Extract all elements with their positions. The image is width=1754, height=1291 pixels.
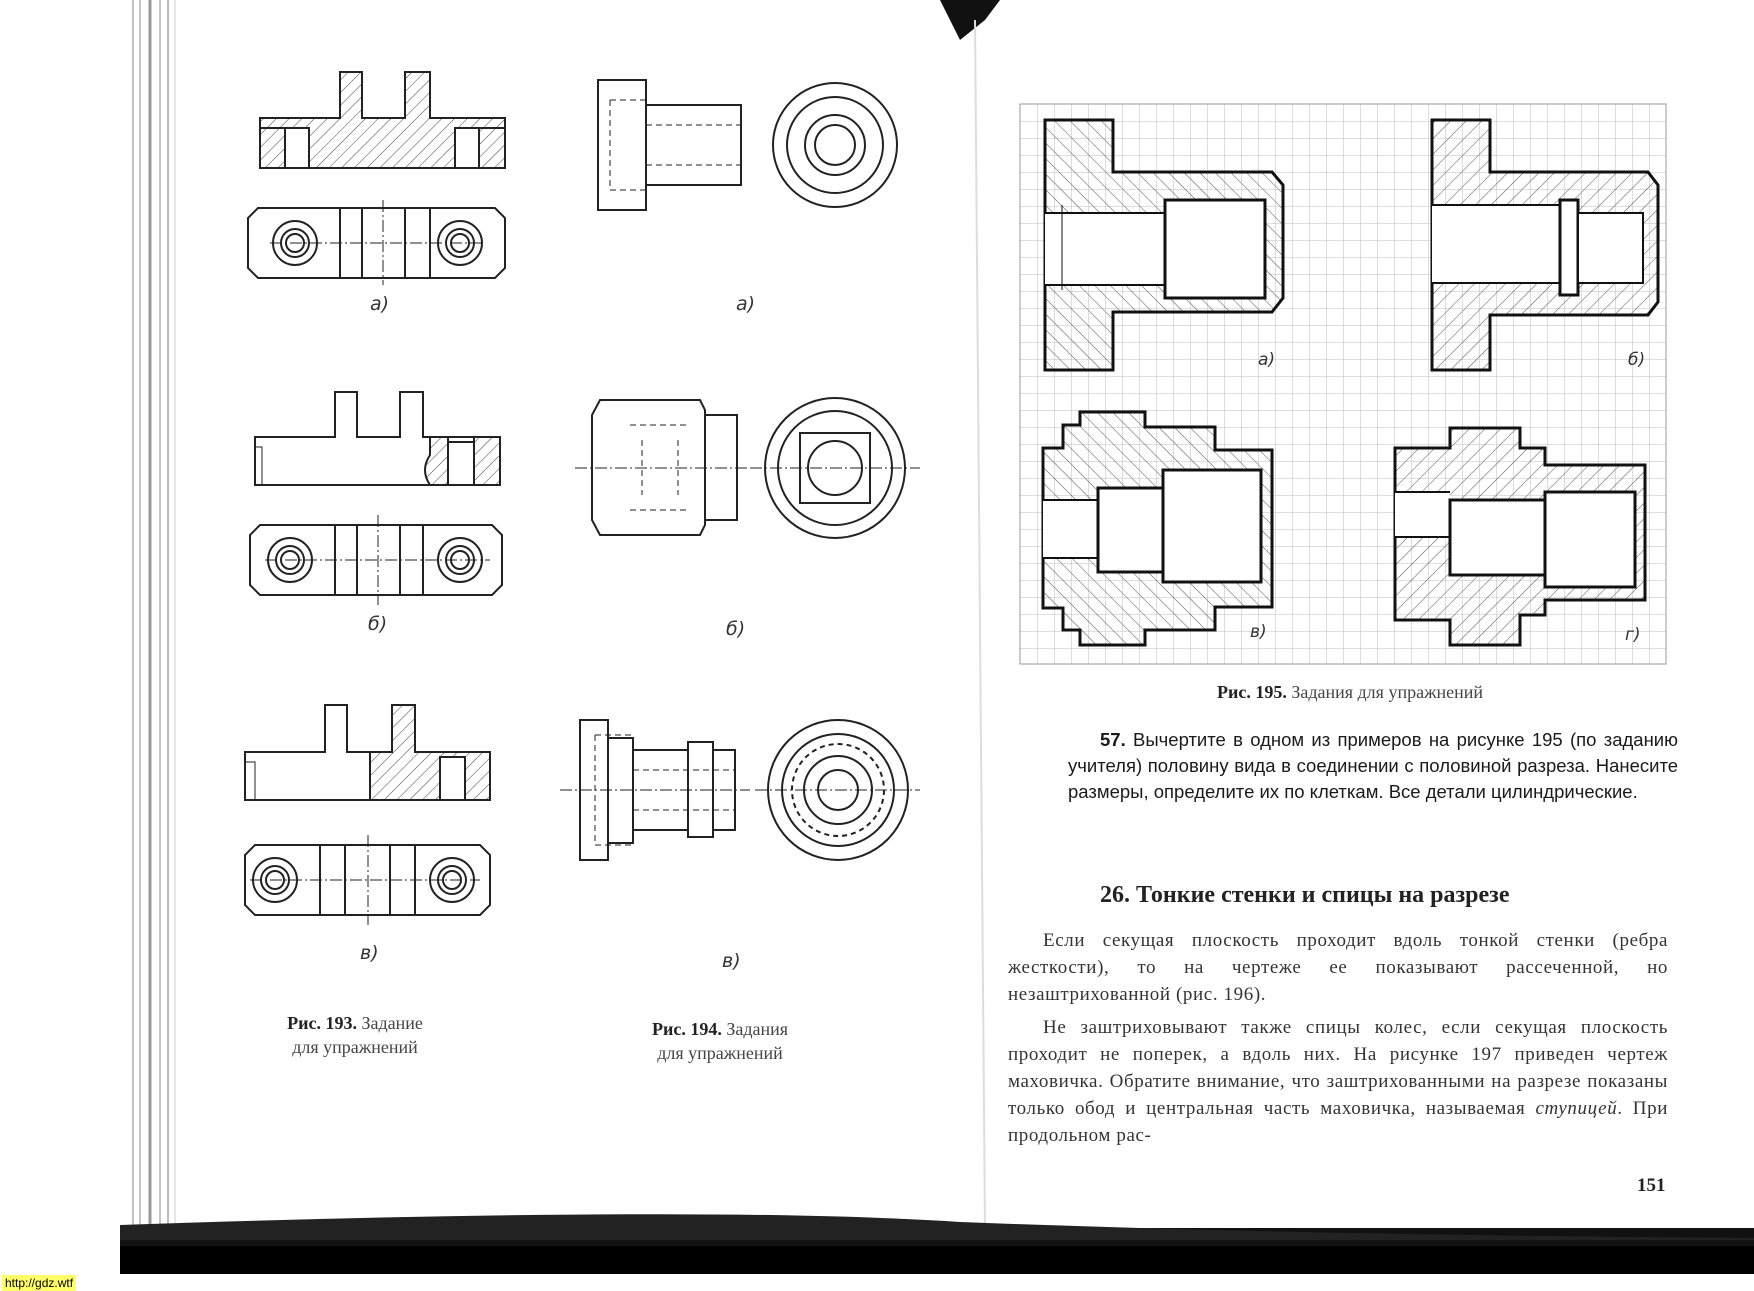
fig193-caption-num: Рис. 193. bbox=[287, 1013, 357, 1033]
fig195-caption bbox=[1150, 680, 1550, 704]
fig193-b bbox=[250, 392, 502, 605]
paragraph-1 bbox=[1008, 927, 1668, 1008]
paragraph-2 bbox=[1008, 1014, 1668, 1149]
fig194-c-label: в) bbox=[722, 950, 741, 972]
fig194-caption-line2: для упражнений bbox=[657, 1043, 783, 1063]
book-binding bbox=[133, 0, 175, 1230]
fig194-caption-text: Задания bbox=[726, 1019, 789, 1039]
fig193-a-label: а) bbox=[370, 293, 390, 315]
fig195-d-label: г) bbox=[1625, 625, 1641, 645]
fig194-b bbox=[575, 398, 920, 538]
paragraph-2-text-a: Не заштриховывают также спицы колес, если секущая плоскость проходит не поперек, а вдоль них. На рисунке 197 приведен чертеж маховичка. Обратите внимание, что заштрихованными на разрезе показаны только обод и центральная часть маховичка, называемая bbox=[1008, 1017, 1668, 1119]
fig195-caption-text: Задания для упражнений bbox=[1291, 682, 1484, 702]
fig193-caption-line2: для упражнений bbox=[292, 1037, 418, 1057]
fig195-caption-num: Рис. 195. bbox=[1216, 682, 1287, 702]
fig194-a-label: а) bbox=[736, 293, 756, 315]
fig193-b-label: б) bbox=[368, 613, 388, 635]
fig194-caption bbox=[620, 1017, 820, 1065]
paragraph-1-text: Если секущая плоскость проходит вдоль тонкой стенки (ребра жесткости), то на чертеже ее показывают рассеченной, но незаштрихованной (рис. 196). bbox=[1008, 930, 1668, 1005]
task-text: Вычертите в одном из примеров на рисунке 195 (по заданию учителя) половину вида в соединении с половиной разреза. Нанесите размеры, определите их по клеткам. Все детали цилиндрические. bbox=[1068, 729, 1679, 802]
paragraph-2-text-b: . При продольном рас- bbox=[1008, 1098, 1668, 1146]
watermark-link[interactable]: http://gdz.wtf bbox=[2, 1275, 76, 1291]
fig193-caption-text: Задание bbox=[361, 1013, 423, 1033]
fig194-a bbox=[598, 80, 897, 210]
fig193-c bbox=[245, 705, 490, 925]
paragraph-2-term: ступицей bbox=[1535, 1098, 1618, 1119]
fig195-c-label: в) bbox=[1250, 622, 1267, 642]
fig194-b-label: б) bbox=[726, 618, 746, 640]
page-number: 151 bbox=[1637, 1175, 1666, 1196]
fig194-c bbox=[560, 720, 920, 860]
spine-shadow bbox=[940, 0, 1000, 40]
section-heading: 26. Тонкие стенки и спицы на разрезе bbox=[1100, 882, 1510, 908]
fig195-a-label: а) bbox=[1258, 350, 1276, 370]
fig195-b-label: б) bbox=[1628, 350, 1646, 370]
fig193-caption bbox=[255, 1011, 455, 1059]
task-number: 57. bbox=[1100, 729, 1126, 750]
fig193-c-label: в) bbox=[360, 942, 379, 964]
fig193-a bbox=[248, 72, 505, 285]
fig194-caption-num: Рис. 194. bbox=[651, 1019, 722, 1039]
task-57 bbox=[1068, 727, 1678, 805]
